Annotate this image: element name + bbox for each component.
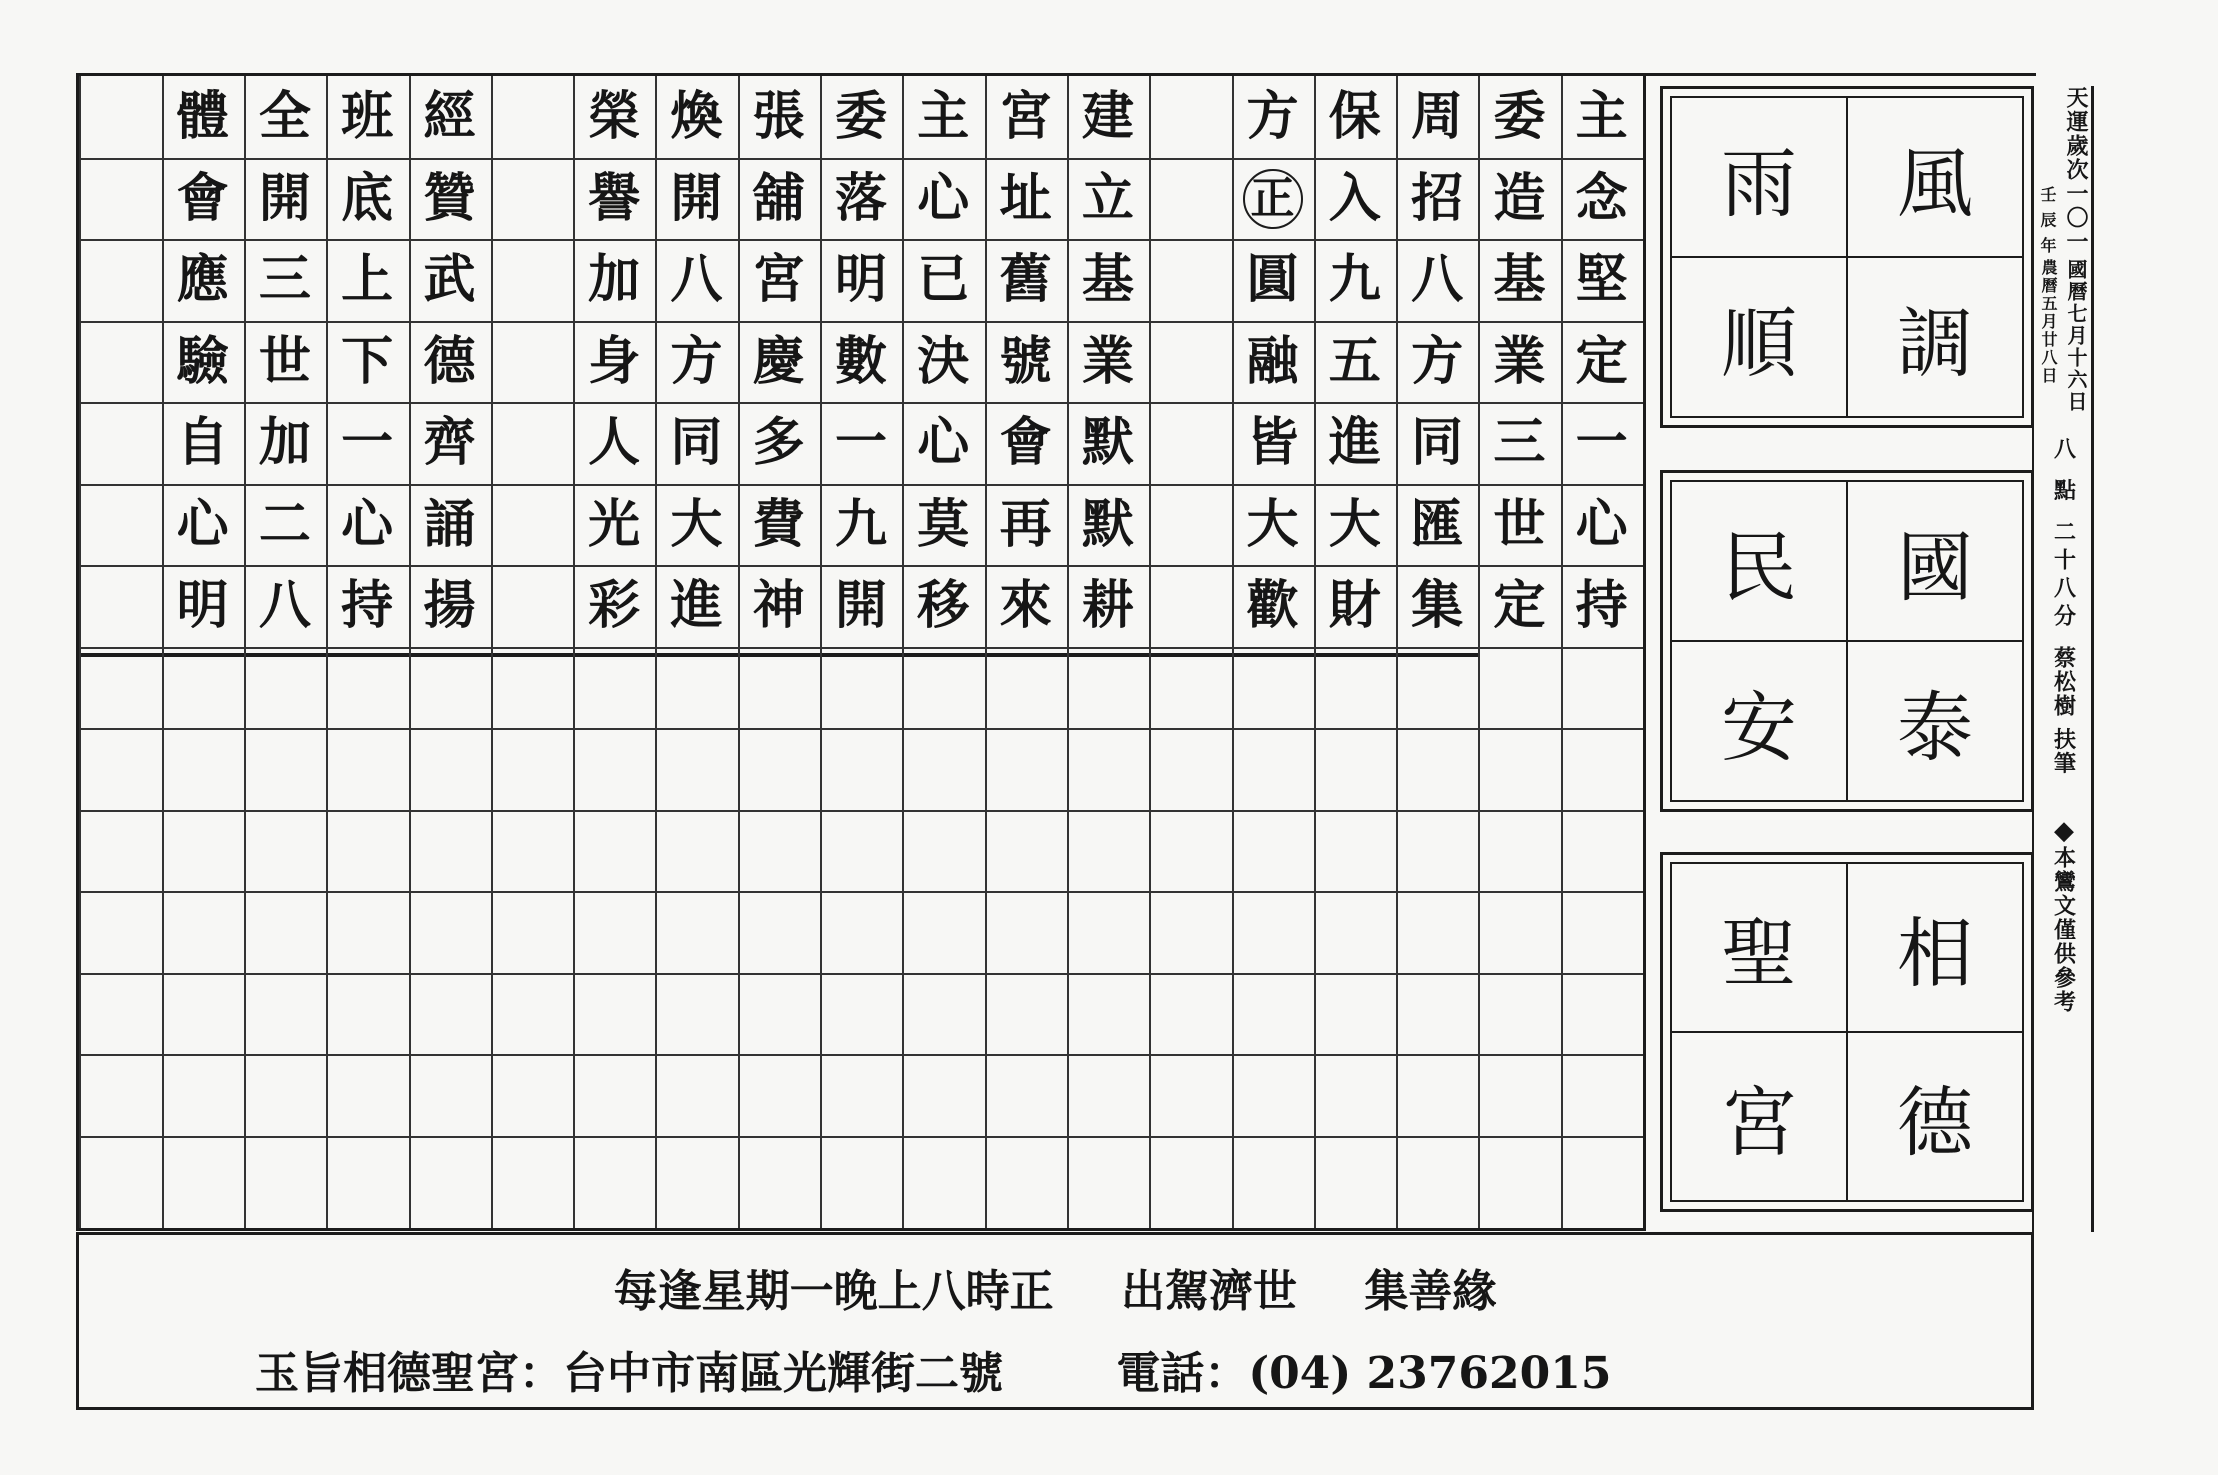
- poem-char: 招: [1411, 167, 1464, 229]
- poem-char: 業: [1081, 330, 1134, 392]
- poem-char: 入: [1328, 167, 1381, 229]
- poem-char: 加: [588, 249, 641, 310]
- poem-char: 已: [917, 249, 970, 310]
- section-divider: [79, 653, 1479, 657]
- poem-char: 五: [1328, 330, 1381, 392]
- poem-char: 財: [1328, 575, 1381, 636]
- poem-char: 進: [1328, 412, 1381, 473]
- poem-char: 數: [834, 330, 887, 392]
- poem-char: 莫: [917, 493, 970, 555]
- writer-text: 蔡松樹 扶筆: [2050, 646, 2077, 777]
- poem-char: 定: [1575, 330, 1628, 392]
- poem-char: 上: [341, 249, 394, 310]
- service-schedule: [79, 1255, 2031, 1319]
- poem-char: 明: [176, 575, 229, 636]
- poem-char: 址: [999, 167, 1052, 229]
- poem-char: 周: [1411, 86, 1464, 147]
- poem-char: 三: [1493, 412, 1546, 473]
- poem-char: 同: [1411, 412, 1464, 473]
- poem-char: 大: [1246, 493, 1299, 555]
- poem-char: 立: [1081, 167, 1134, 229]
- footer: [76, 1232, 2034, 1410]
- panel-char: 順: [1670, 256, 1848, 418]
- schedule-motto: 集善緣: [1364, 1266, 1497, 1317]
- contact-line: [255, 1337, 1611, 1401]
- panel-char: 國: [1846, 480, 2024, 642]
- poem-char: 委: [1493, 86, 1546, 147]
- poem-char: 心: [1575, 493, 1628, 555]
- poem-char: 人: [588, 412, 641, 473]
- poem-char: 基: [1493, 249, 1546, 310]
- time-text: 八 點 二十八分: [2050, 437, 2077, 633]
- poem-char: 歡: [1246, 575, 1299, 636]
- poem-char: 譽: [588, 167, 641, 229]
- poem-char: 定: [1493, 575, 1546, 636]
- poem-char: 大: [670, 493, 723, 555]
- temple-phone: 電話：(04) 23762015: [1116, 1348, 1612, 1399]
- poem-char: 會: [176, 167, 229, 229]
- poem-char: 堅: [1575, 249, 1628, 310]
- poem-char: 念: [1575, 167, 1628, 229]
- poem-char: 基: [1081, 249, 1134, 310]
- poem-char: 持: [1575, 575, 1628, 636]
- poem-char: 贊: [423, 167, 476, 229]
- poem-char: 一: [341, 412, 394, 473]
- panel-char: 風: [1846, 96, 2024, 258]
- poem-char: 進: [670, 575, 723, 636]
- poem-char: 舊: [999, 249, 1052, 310]
- panel-char: 宮: [1670, 1031, 1848, 1202]
- date-lunar-year: 天運歲次一〇一: [2063, 86, 2089, 254]
- poem-char: 榮: [588, 86, 641, 147]
- poem-char: 一: [1575, 412, 1628, 473]
- panel-char: 泰: [1846, 640, 2024, 802]
- poem-char: 全: [258, 86, 311, 147]
- panel-char: 德: [1846, 1031, 2024, 1202]
- poem-char: 決: [917, 330, 970, 392]
- poem-char: 融: [1246, 330, 1299, 392]
- poem-char: 九: [834, 493, 887, 555]
- poem-char: 委: [834, 86, 887, 147]
- poem-char: 方: [1411, 330, 1464, 392]
- side-note: [2036, 86, 2092, 1236]
- poem-char: 匯: [1411, 493, 1464, 555]
- panel-char: 安: [1670, 640, 1848, 802]
- circled-char: 正: [1243, 169, 1303, 229]
- poem-char: 會: [999, 412, 1052, 473]
- poem-char: 八: [1411, 249, 1464, 310]
- poem-char: 大: [1328, 493, 1381, 555]
- ganzhi-year: 壬 辰 年: [2038, 186, 2057, 256]
- poem-char: 自: [176, 412, 229, 473]
- poem-char: 體: [176, 86, 229, 147]
- poem-char: 開: [670, 167, 723, 229]
- poem-char: 業: [1493, 330, 1546, 392]
- poem-char: 經: [423, 86, 476, 147]
- poem-char: 下: [341, 330, 394, 392]
- poem-char: 彩: [588, 575, 641, 636]
- poem-char: 心: [176, 493, 229, 555]
- poem-char: 來: [999, 575, 1052, 636]
- poem-char: 齊: [423, 412, 476, 473]
- poem-char: 三: [258, 249, 311, 310]
- poem-char: 移: [917, 575, 970, 636]
- poem-char: 方: [670, 330, 723, 392]
- panel-char: 雨: [1670, 96, 1848, 258]
- date-lunar: 農曆五月廿八日: [2039, 259, 2058, 386]
- poem-char: 二: [258, 493, 311, 555]
- grid-hline: [79, 891, 1643, 893]
- poem-char: 主: [917, 86, 970, 147]
- poem-char: 九: [1328, 249, 1381, 310]
- poem-char: 加: [258, 412, 311, 473]
- poem-char: 世: [258, 330, 311, 392]
- poem-char: 煥: [670, 86, 723, 147]
- temple-address: 玉旨相德聖宮：台中市南區光輝街二號: [255, 1348, 1003, 1399]
- poem-grid: [76, 73, 1646, 1231]
- poem-char: 耕: [1081, 575, 1134, 636]
- date-gregorian: 國曆七月十六日: [2064, 259, 2088, 414]
- poem-char: 底: [341, 167, 394, 229]
- poem-char: 建: [1081, 86, 1134, 147]
- poem-char: 多: [752, 412, 805, 473]
- poem-char: 費: [752, 493, 805, 555]
- poem-char: 號: [999, 330, 1052, 392]
- grid-hline: [79, 728, 1643, 730]
- poem-char: 再: [999, 493, 1052, 555]
- poem-char: 誦: [423, 493, 476, 555]
- poem-char: 揚: [423, 575, 476, 636]
- poem-char: 皆: [1246, 412, 1299, 473]
- poem-char: 宮: [999, 86, 1052, 147]
- poem-char: 開: [834, 575, 887, 636]
- poem-char: 明: [834, 249, 887, 310]
- poem-char: 同: [670, 412, 723, 473]
- poem-char: 主: [1575, 86, 1628, 147]
- panel-char: 相: [1846, 862, 2024, 1033]
- poem-char: 光: [588, 493, 641, 555]
- poem-char: 應: [176, 249, 229, 310]
- poem-char: 保: [1328, 86, 1381, 147]
- poem-char: 身: [588, 330, 641, 392]
- grid-hline: [79, 973, 1643, 975]
- poem-char: 德: [423, 330, 476, 392]
- poem-char: 班: [341, 86, 394, 147]
- poem-char: 神: [752, 575, 805, 636]
- poem-char: 心: [917, 412, 970, 473]
- schedule-time: 每逢星期一晚上八時正: [613, 1266, 1054, 1317]
- poem-char: 持: [341, 575, 394, 636]
- poem-char: 舖: [752, 167, 805, 229]
- poem-char: [1232, 158, 1314, 240]
- diamond-icon: ◆: [2054, 816, 2074, 847]
- poem-char: 宮: [752, 249, 805, 310]
- poem-char: 造: [1493, 167, 1546, 229]
- poem-char: 落: [834, 167, 887, 229]
- schedule-service: 出駕濟世: [1121, 1266, 1297, 1317]
- poem-char: 心: [917, 167, 970, 229]
- outer-frame: [1646, 73, 2036, 1233]
- poem-char: 開: [258, 167, 311, 229]
- grid-hline: [79, 810, 1643, 812]
- poem-char: 心: [341, 493, 394, 555]
- disclaimer-text: 本鸞文僅供參考: [2050, 846, 2077, 1015]
- poem-char: 一: [834, 412, 887, 473]
- panel-char: 民: [1670, 480, 1848, 642]
- poem-char: 方: [1246, 86, 1299, 147]
- poem-char: 默: [1081, 493, 1134, 555]
- grid-hline: [79, 1054, 1643, 1056]
- grid-hline: [79, 1136, 1643, 1138]
- poem-char: 八: [258, 575, 311, 636]
- poem-char: 張: [752, 86, 805, 147]
- poem-char: 慶: [752, 330, 805, 392]
- panel-char: 聖: [1670, 862, 1848, 1033]
- poem-char: 集: [1411, 575, 1464, 636]
- poem-char: 驗: [176, 330, 229, 392]
- poem-char: 八: [670, 249, 723, 310]
- poem-char: 默: [1081, 412, 1134, 473]
- panel-char: 調: [1846, 256, 2024, 418]
- poem-char: 世: [1493, 493, 1546, 555]
- poem-char: 武: [423, 249, 476, 310]
- poem-char: 圓: [1246, 249, 1299, 310]
